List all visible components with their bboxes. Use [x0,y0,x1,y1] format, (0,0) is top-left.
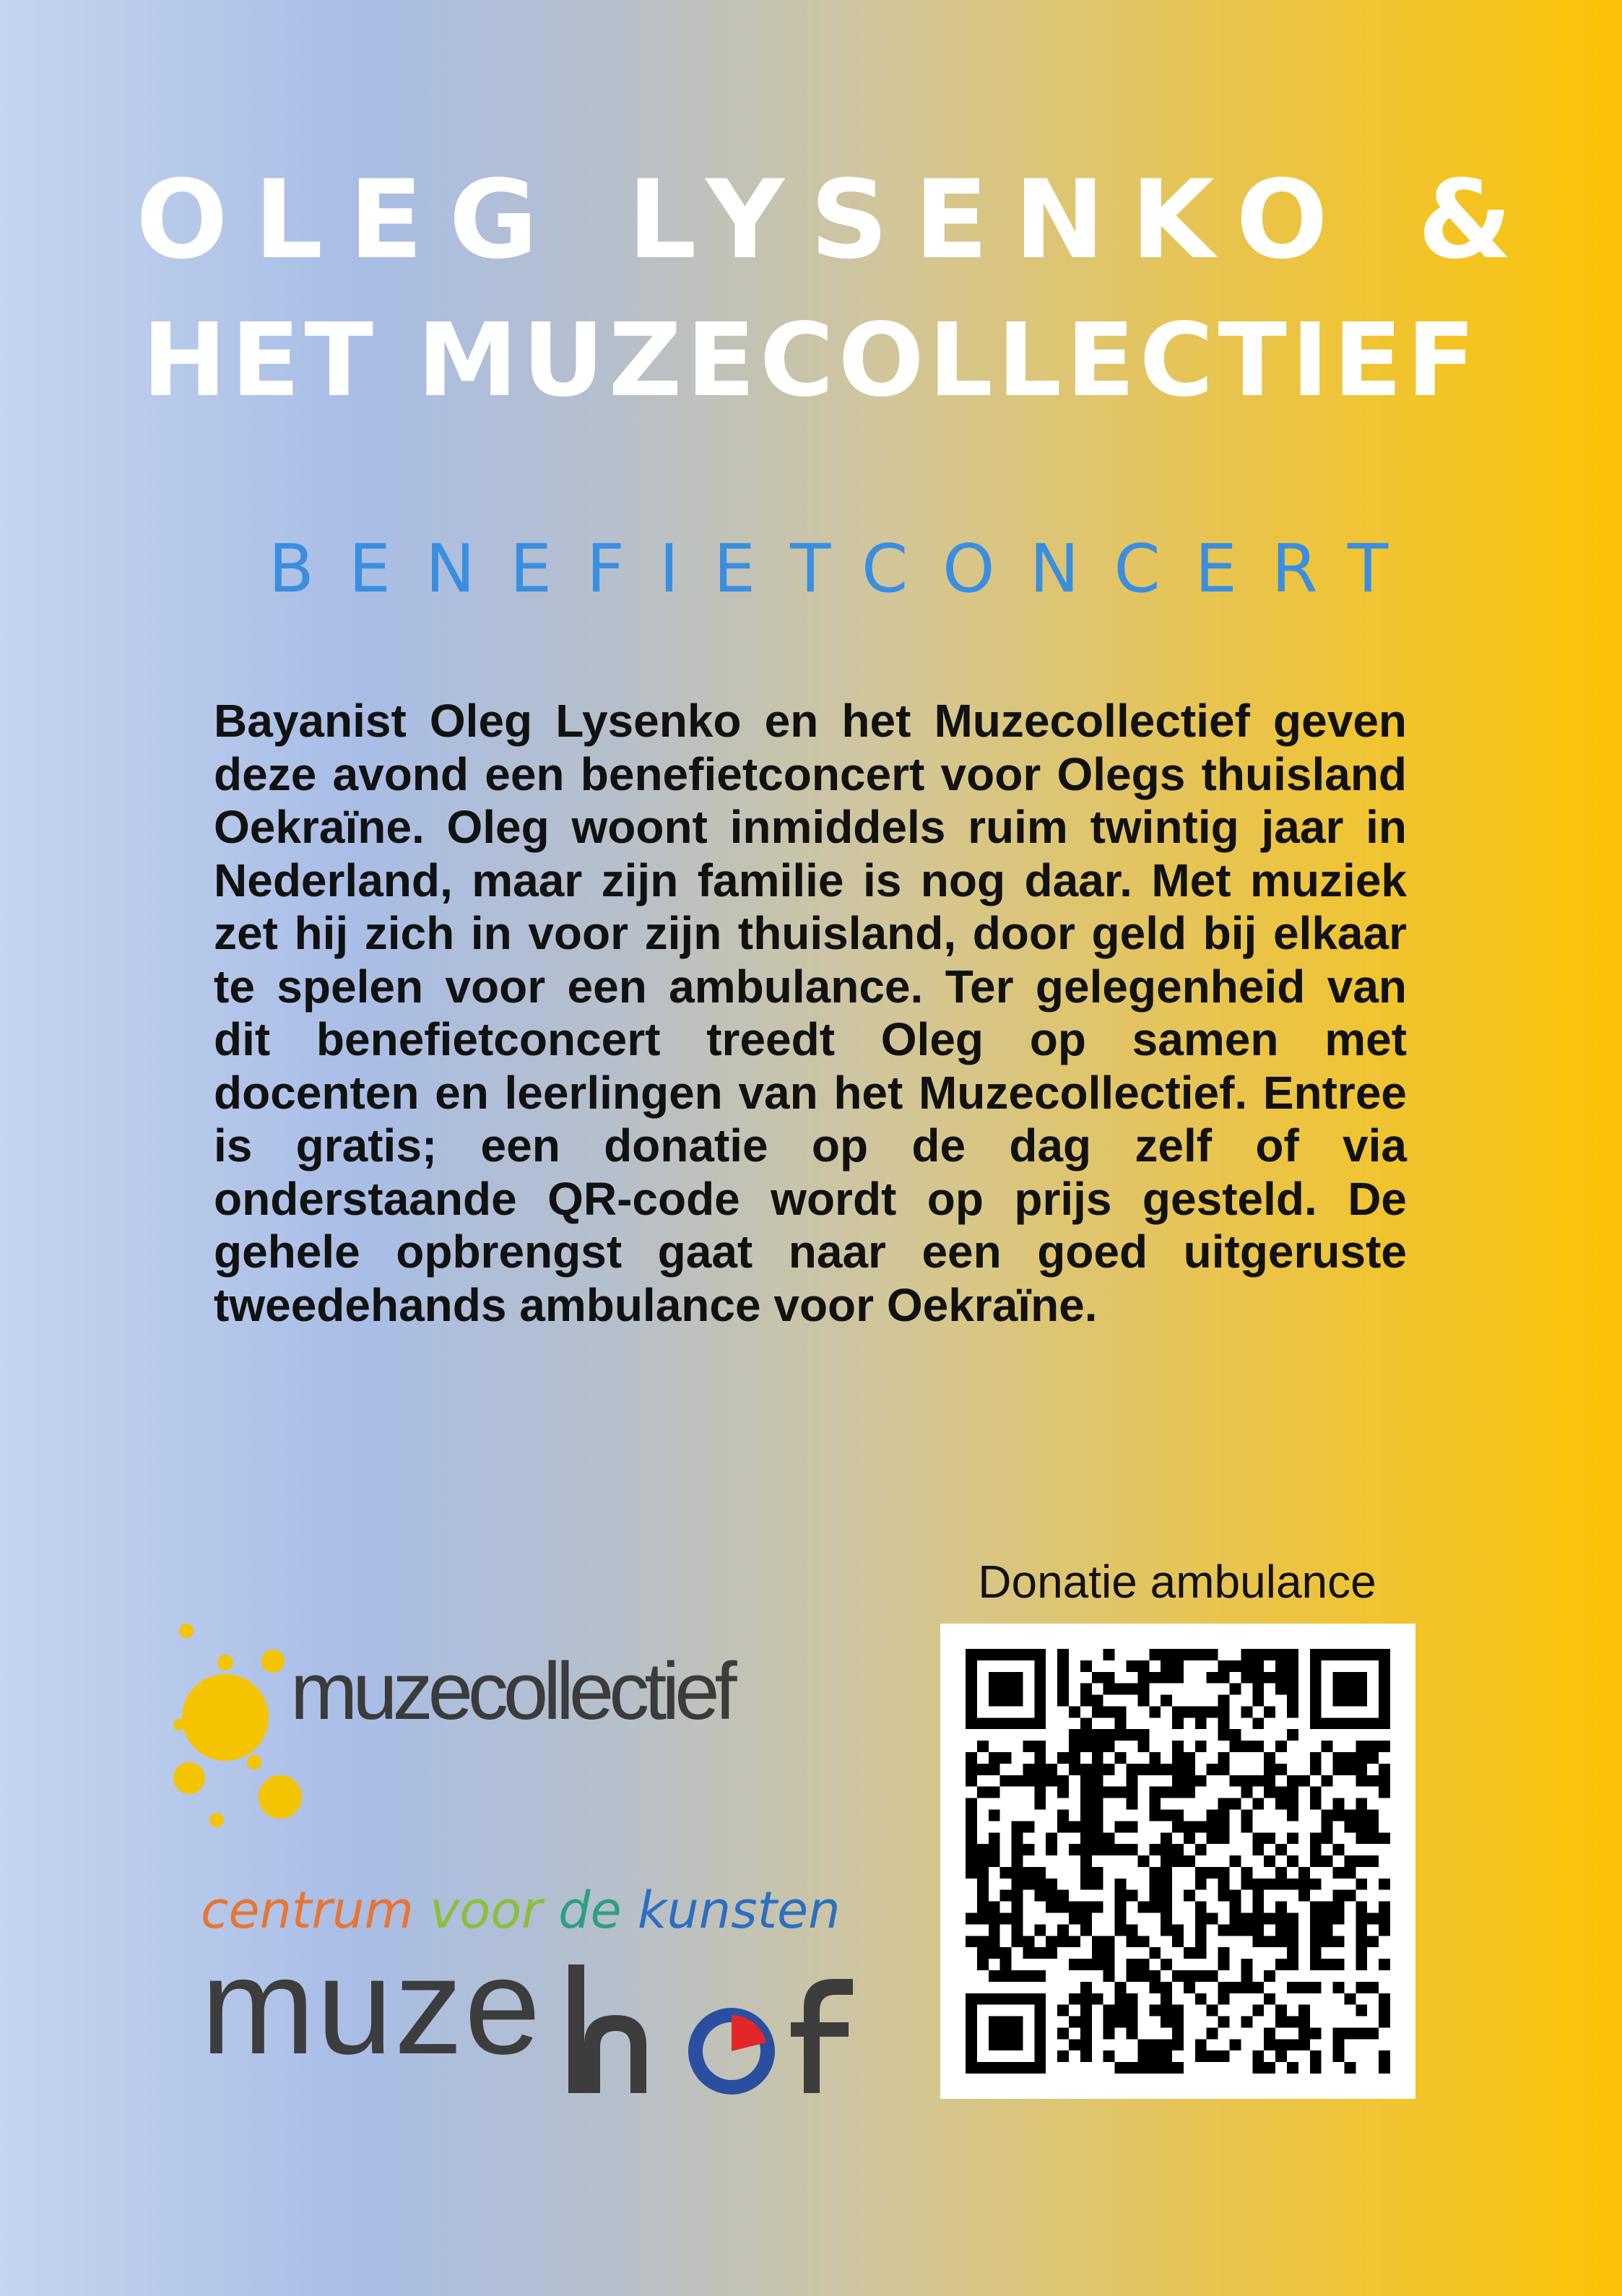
tagline-word-de: de [558,1881,622,1940]
muzecollectief-logo [159,1611,838,1827]
muzecollectief-wordmark: muzecollectief [290,1646,732,1736]
title-line-2: HET MUZECOLLECTIEF [142,302,1480,420]
qr-code[interactable] [940,1624,1415,2099]
qr-label: Donatie ambulance [978,1556,1376,1608]
tagline-word-voor: voor [429,1881,542,1940]
muzehof-logo [201,1878,880,2094]
tagline-word-centrum: centrum [201,1881,414,1940]
tagline-word-kunsten: kunsten [637,1881,841,1940]
qr-code-icon [966,1649,1390,2074]
muzehof-hof-logo [565,1964,869,2094]
title-line-1: OLEG LYSENKO & [136,157,1538,283]
muzehof-muze-wordmark: muze [201,1930,542,2083]
sun-dots-icon [159,1611,303,1827]
qr-modules [966,1649,1390,2074]
subtitle: BENEFIETCONCERT [268,530,1423,607]
body-text: Bayanist Oleg Lysenko en het Muzecollectief geven deze avond een benefietconcert voor Olegs thuisland Oekraïne. Oleg woont inmiddels ruim twintig jaar in Nederland, maar zijn familie is nog daar. Met muziek zet hij zich in voor zijn thuisland, door geld bij elkaar te spelen voor een ambulance. Ter gelegenheid van dit benefietconcert treedt Oleg op samen met docenten en leerlingen van het Muzecollectief. Entree is gratis; een donatie op de dag zelf of via onderstaande QR-code wordt op prijs gesteld. De gehele opbrengst gaat naar een goed uitgeruste tweedehands ambulance voor Oekraïne. [214,695,1407,1331]
